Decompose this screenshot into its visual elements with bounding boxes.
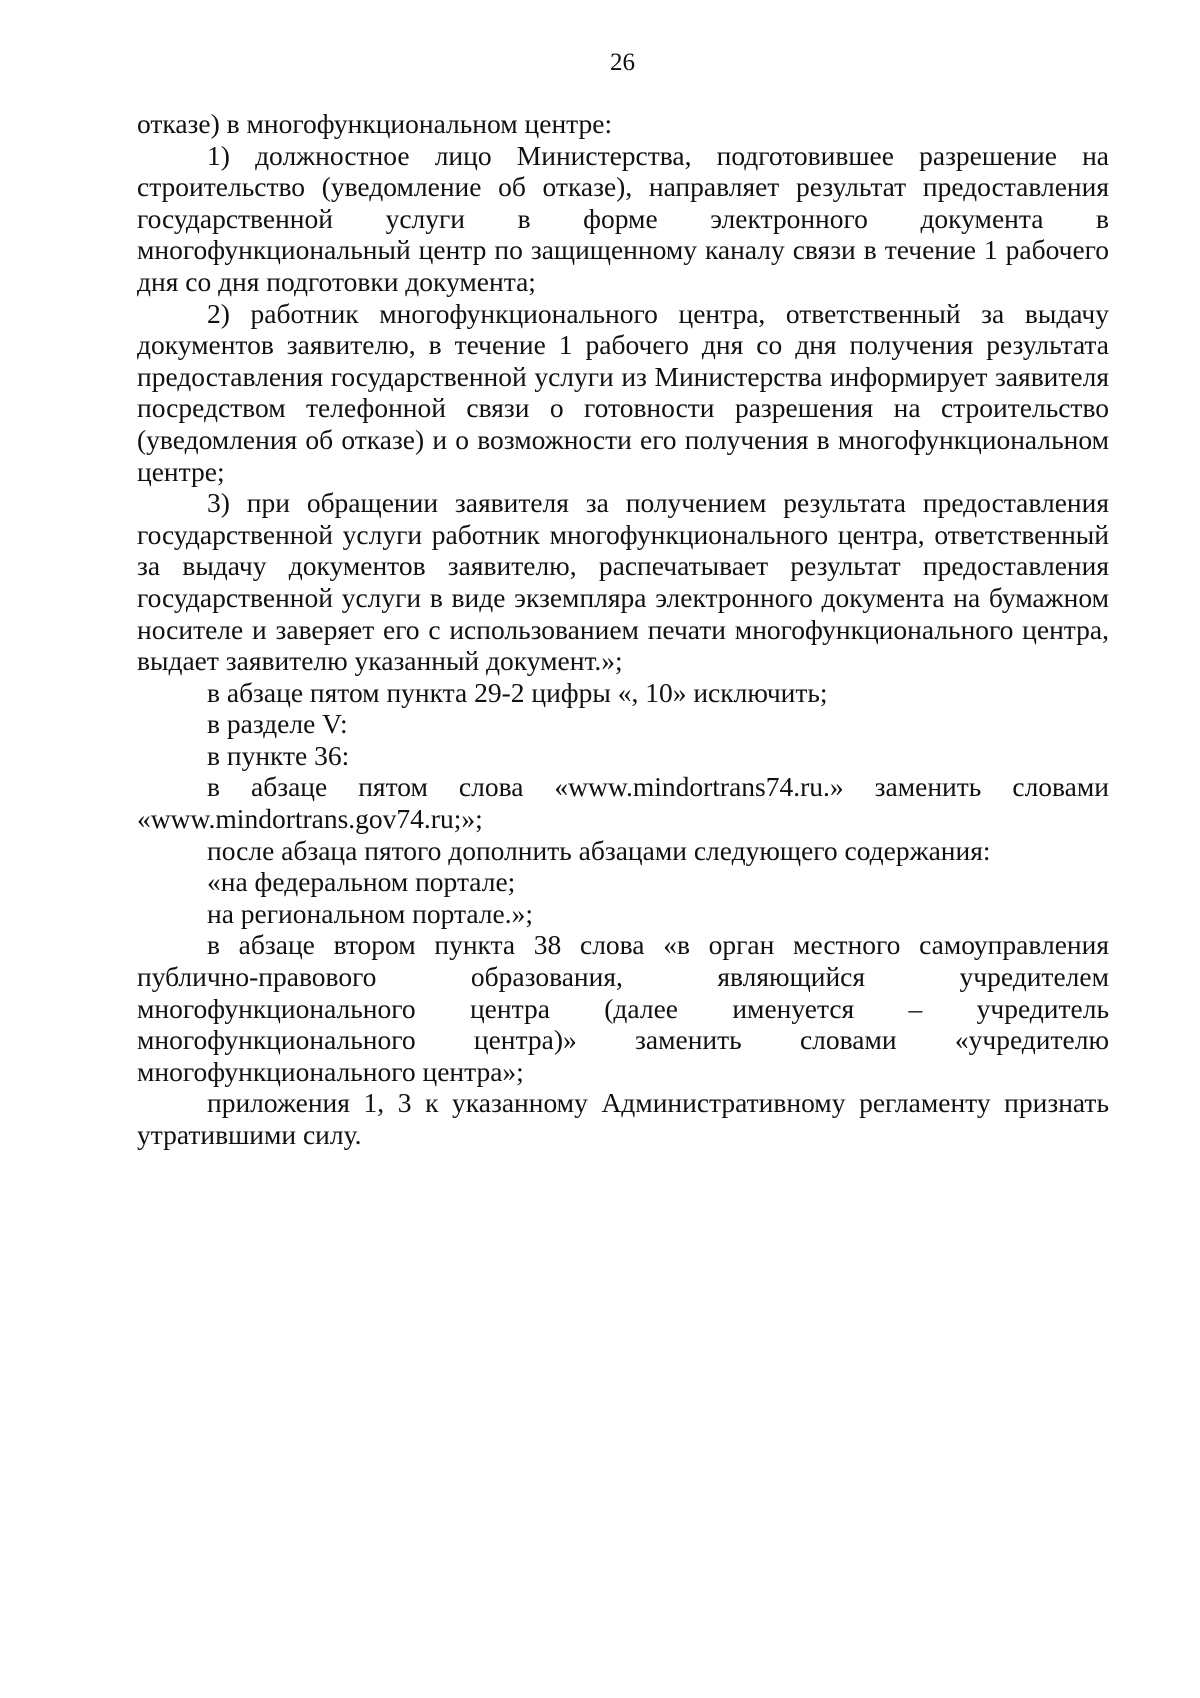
paragraph-add-abzats: после абзаца пятого дополнить абзацами следующего содержания:	[207, 834, 991, 866]
paragraph-amendment-29-2: в абзаце пятом пункта 29-2 цифры «, 10» исключить;	[207, 676, 828, 708]
paragraph-amendment-38: в абзаце втором пункта 38 слова «в орган местного самоуправления публично-правового образования, являющийся учредителем многофункционального центра (далее именуется – учредитель многофункционального центра)» заменить словами «учредителю многофункционального центра»;	[137, 929, 1109, 1087]
page-number: 26	[610, 49, 635, 76]
paragraph-regional-portal: на региональном портале.»;	[207, 897, 533, 929]
paragraph-section-v: в разделе V:	[207, 708, 348, 740]
paragraph-appendices-void: приложения 1, 3 к указанному Административному регламенту признать утратившими силу.	[137, 1087, 1109, 1150]
paragraph-continuation: отказе) в многофункциональном центре:	[137, 108, 613, 139]
paragraph-item-3: 3) при обращении заявителя за получением результата предоставления государственной услуги работник многофункционального центра, ответственный за выдачу документов заявителю, распечатывает результат предоставления государственной услуги в виде экземпляра электронного документа на бумажном носителе и заверяет его с использованием печати многофункционального центра, выдает заявителю указанный документ.»;	[137, 487, 1109, 677]
document-body	[137, 108, 1109, 1151]
paragraph-item-2: 2) работник многофункционального центра, ответственный за выдачу документов заявителю, в течение 1 рабочего дня со дня получения результата предоставления государственной услуги из Министерства информирует заявителя посредством телефонной связи о готовности разрешения на строительство (уведомления об отказе) и о возможности его получения в многофункциональном центре;	[137, 297, 1109, 487]
paragraph-point-36: в пункте 36:	[207, 739, 350, 771]
paragraph-federal-portal: «на федеральном портале;	[207, 866, 516, 898]
paragraph-item-1: 1) должностное лицо Министерства, подготовившее разрешение на строительство (уведомление об отказе), направляет результат предоставления государственной услуги в форме электронного документа в многофункциональный центр по защищенному каналу связи в течение 1 рабочего дня со дня подготовки документа;	[137, 139, 1109, 297]
paragraph-amendment-website: в абзаце пятом слова «www.mindortrans74.ru.» заменить словами «www.mindortrans.gov74.ru;»;	[137, 771, 1109, 835]
